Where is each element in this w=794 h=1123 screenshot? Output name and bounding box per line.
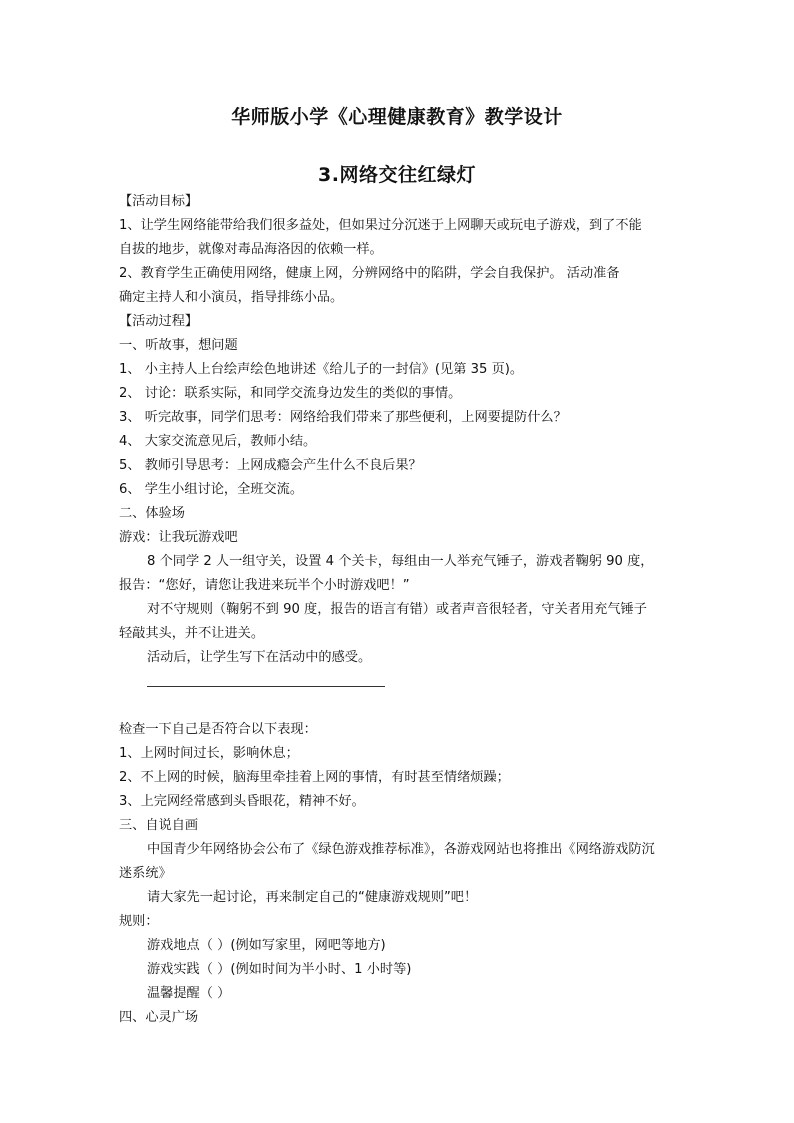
body-line: 请大家先一起讨论，再来制定自己的“健康游戏规则”吧！	[147, 890, 478, 905]
sub-heading: 四、心灵广场	[119, 1010, 199, 1025]
body-line: 活动后，让学生写下在活动中的感受。	[147, 650, 372, 665]
body-line: 对不守规则（鞠躬不到 90 度，报告的语言有错）或者声音很轻者，守关者用充气锤子	[147, 602, 647, 617]
rule-item: 游戏实践（ ）(例如时间为半小时、1 小时等)	[147, 962, 412, 977]
body-line: 报告：“您好，请您让我进来玩半个小时游戏吧！”	[119, 578, 410, 593]
rule-item: 温馨提醒（ ）	[147, 986, 231, 1001]
document-body	[119, 190, 689, 1030]
body-line: 检查一下自己是否符合以下表现：	[119, 722, 317, 737]
sub-heading: 二、体验场	[119, 506, 185, 521]
body-line: 轻敲其头，并不让进关。	[119, 626, 265, 641]
rules-label: 规则：	[119, 914, 159, 929]
section-heading-goals: 【活动目标】	[119, 194, 199, 209]
section-heading-process: 【活动过程】	[119, 314, 199, 329]
body-line: 2、教育学生正确使用网络，健康上网，分辨网络中的陷阱，学会自我保护。 活动准备	[119, 266, 620, 281]
body-line: 自拔的地步，就像对毒品海洛因的依赖一样。	[119, 242, 383, 257]
list-item: 2、 讨论：联系实际，和同学交流身边发生的类似的事情。	[119, 386, 462, 401]
lesson-title: 3.网络交往红绿灯	[318, 164, 476, 186]
list-item: 1、上网时间过长，影响休息；	[119, 746, 299, 761]
body-line: 中国青少年网络协会公布了《绿色游戏推荐标准》，各游戏网站也将推出《网络游戏防沉	[147, 842, 655, 857]
list-item: 3、上完网经常感到头昏眼花，精神不好。	[119, 794, 365, 809]
list-item: 1、 小主持人上台绘声绘色地讲述《给儿子的一封信》(见第 35 页)。	[119, 362, 524, 377]
sub-heading: 一、听故事，想问题	[119, 338, 238, 353]
document-title: 华师版小学《心理健康教育》教学设计	[231, 106, 563, 128]
list-item: 6、 学生小组讨论，全班交流。	[119, 482, 304, 497]
list-item: 4、 大家交流意见后，教师小结。	[119, 434, 317, 449]
sub-heading: 三、自说自画	[119, 818, 199, 833]
body-line: 迷系统》	[119, 866, 172, 881]
list-item: 3、 听完故事，同学们思考：网络给我们带来了那些便利，上网要提防什么？	[119, 410, 567, 425]
game-title: 游戏：让我玩游戏吧	[119, 530, 238, 545]
rule-item: 游戏地点（ ）(例如写家里，网吧等地方)	[147, 938, 386, 953]
list-item: 5、 教师引导思考：上网成瘾会产生什么不良后果？	[119, 458, 422, 473]
answer-line	[119, 670, 689, 694]
body-line: 8 个同学 2 人一组守关，设置 4 个关卡，每组由一人举充气锤子，游戏者鞠躬 90 度，	[147, 554, 654, 569]
list-item: 2、不上网的时候，脑海里牵挂着上网的事情，有时甚至情绪烦躁；	[119, 770, 510, 785]
body-line: 确定主持人和小演员，指导排练小品。	[119, 290, 344, 305]
spacer	[119, 694, 689, 718]
body-line: 1、让学生网络能带给我们很多益处，但如果过分沉迷于上网聊天或玩电子游戏，到了不能	[119, 218, 642, 233]
